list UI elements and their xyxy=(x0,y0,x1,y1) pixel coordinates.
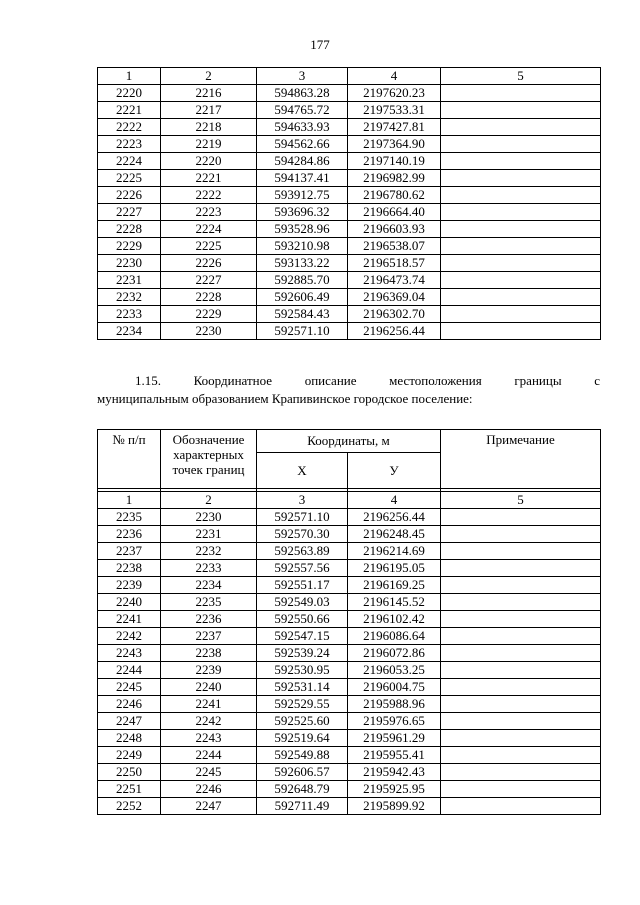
row-number-cell: 2246 xyxy=(98,696,161,713)
coord-x-cell: 592563.89 xyxy=(257,543,348,560)
point-id-cell: 2228 xyxy=(161,289,257,306)
table-row xyxy=(98,781,601,798)
row-number-cell: 2229 xyxy=(98,238,161,255)
table-row xyxy=(98,136,601,153)
row-number-cell: 2231 xyxy=(98,272,161,289)
coord-y-cell: 2196145.52 xyxy=(348,594,441,611)
coord-y-cell: 2195955.41 xyxy=(348,747,441,764)
table-row xyxy=(98,221,601,238)
table-row xyxy=(98,730,601,747)
coord-x-cell: 593133.22 xyxy=(257,255,348,272)
coord-x-cell: 592571.10 xyxy=(257,509,348,526)
coord-y-cell: 2196248.45 xyxy=(348,526,441,543)
row-number-cell: 2237 xyxy=(98,543,161,560)
coord-x-cell: 594284.86 xyxy=(257,153,348,170)
coord-x-cell: 592557.56 xyxy=(257,560,348,577)
coord-x-cell: 594633.93 xyxy=(257,119,348,136)
point-id-cell: 2234 xyxy=(161,577,257,594)
header-point-line: Обозначение xyxy=(172,432,245,447)
section-word: границы xyxy=(514,373,562,388)
coord-y-cell: 2196072.86 xyxy=(348,645,441,662)
table-row xyxy=(98,509,601,526)
table-row xyxy=(98,255,601,272)
coord-x-cell: 592885.70 xyxy=(257,272,348,289)
header-point-line: точек границ xyxy=(172,462,245,477)
table-row xyxy=(98,645,601,662)
table-row xyxy=(98,594,601,611)
row-number-cell: 2243 xyxy=(98,645,161,662)
point-id-cell: 2242 xyxy=(161,713,257,730)
coord-y-cell: 2197533.31 xyxy=(348,102,441,119)
coord-y-cell: 2196086.64 xyxy=(348,628,441,645)
note-cell xyxy=(441,272,601,289)
row-number-cell: 2222 xyxy=(98,119,161,136)
note-cell xyxy=(441,781,601,798)
note-cell xyxy=(441,526,601,543)
coord-x-cell: 592525.60 xyxy=(257,713,348,730)
coord-y-cell: 2196256.44 xyxy=(348,509,441,526)
column-number: 5 xyxy=(441,68,601,85)
row-number-cell: 2245 xyxy=(98,679,161,696)
note-cell xyxy=(441,713,601,730)
coordinates-table-continued xyxy=(97,67,601,340)
row-number-cell: 2238 xyxy=(98,560,161,577)
point-id-cell: 2216 xyxy=(161,85,257,102)
coord-y-cell: 2196102.42 xyxy=(348,611,441,628)
row-number-cell: 2235 xyxy=(98,509,161,526)
note-cell xyxy=(441,577,601,594)
column-number: 4 xyxy=(348,492,441,509)
coord-x-cell: 594562.66 xyxy=(257,136,348,153)
note-cell xyxy=(441,696,601,713)
row-number-cell: 2230 xyxy=(98,255,161,272)
header-point-line: характерных xyxy=(173,447,244,462)
point-id-cell: 2240 xyxy=(161,679,257,696)
note-cell xyxy=(441,747,601,764)
point-id-cell: 2243 xyxy=(161,730,257,747)
table-row xyxy=(98,187,601,204)
point-id-cell: 2244 xyxy=(161,747,257,764)
note-cell xyxy=(441,611,601,628)
coordinates-table xyxy=(97,429,601,815)
point-id-cell: 2235 xyxy=(161,594,257,611)
note-cell xyxy=(441,255,601,272)
header-row xyxy=(98,430,601,453)
coord-y-cell: 2197140.19 xyxy=(348,153,441,170)
coord-x-cell: 593912.75 xyxy=(257,187,348,204)
point-id-cell: 2232 xyxy=(161,543,257,560)
point-id-cell: 2226 xyxy=(161,255,257,272)
row-number-cell: 2220 xyxy=(98,85,161,102)
table-row xyxy=(98,204,601,221)
coord-y-cell: 2195942.43 xyxy=(348,764,441,781)
table-row xyxy=(98,306,601,323)
table1-body xyxy=(98,85,601,340)
table2-body xyxy=(98,509,601,815)
note-cell xyxy=(441,798,601,815)
coord-x-cell: 592531.14 xyxy=(257,679,348,696)
coord-x-cell: 592539.24 xyxy=(257,645,348,662)
coord-y-cell: 2195976.65 xyxy=(348,713,441,730)
coord-y-cell: 2195899.92 xyxy=(348,798,441,815)
coord-y-cell: 2196603.93 xyxy=(348,221,441,238)
row-number-cell: 2241 xyxy=(98,611,161,628)
coord-x-cell: 592571.10 xyxy=(257,323,348,340)
note-cell xyxy=(441,136,601,153)
point-id-cell: 2245 xyxy=(161,764,257,781)
coord-y-cell: 2196195.05 xyxy=(348,560,441,577)
coord-y-cell: 2195988.96 xyxy=(348,696,441,713)
note-cell xyxy=(441,730,601,747)
point-id-cell: 2231 xyxy=(161,526,257,543)
coord-y-cell: 2196473.74 xyxy=(348,272,441,289)
row-number-cell: 2249 xyxy=(98,747,161,764)
point-id-cell: 2218 xyxy=(161,119,257,136)
coord-y-cell: 2196538.07 xyxy=(348,238,441,255)
row-number-cell: 2226 xyxy=(98,187,161,204)
coord-y-cell: 2197620.23 xyxy=(348,85,441,102)
note-cell xyxy=(441,509,601,526)
table-row xyxy=(98,764,601,781)
column-number: 4 xyxy=(348,68,441,85)
header-note: Примечание xyxy=(441,430,601,489)
coord-y-cell: 2196004.75 xyxy=(348,679,441,696)
column-number: 2 xyxy=(161,68,257,85)
coord-x-cell: 592550.66 xyxy=(257,611,348,628)
coord-y-cell: 2196214.69 xyxy=(348,543,441,560)
coord-x-cell: 592530.95 xyxy=(257,662,348,679)
point-id-cell: 2224 xyxy=(161,221,257,238)
coord-x-cell: 592549.03 xyxy=(257,594,348,611)
table-row xyxy=(98,153,601,170)
header-y: У xyxy=(348,453,441,489)
note-cell xyxy=(441,170,601,187)
section-word: местоположения xyxy=(389,373,482,388)
coord-y-cell: 2196664.40 xyxy=(348,204,441,221)
point-id-cell: 2246 xyxy=(161,781,257,798)
coord-y-cell: 2196780.62 xyxy=(348,187,441,204)
table-row xyxy=(98,662,601,679)
note-cell xyxy=(441,645,601,662)
point-id-cell: 2229 xyxy=(161,306,257,323)
row-number-cell: 2225 xyxy=(98,170,161,187)
column-number: 3 xyxy=(257,68,348,85)
note-cell xyxy=(441,238,601,255)
header-x: Х xyxy=(257,453,348,489)
table-row xyxy=(98,289,601,306)
note-cell xyxy=(441,679,601,696)
note-cell xyxy=(441,628,601,645)
note-cell xyxy=(441,102,601,119)
point-id-cell: 2241 xyxy=(161,696,257,713)
column-number: 1 xyxy=(98,492,161,509)
row-number-cell: 2223 xyxy=(98,136,161,153)
column-number-row xyxy=(98,492,601,509)
coord-x-cell: 592606.49 xyxy=(257,289,348,306)
coord-y-cell: 2196982.99 xyxy=(348,170,441,187)
column-number: 2 xyxy=(161,492,257,509)
header-point-designation xyxy=(161,430,257,489)
coord-y-cell: 2196169.25 xyxy=(348,577,441,594)
row-number-cell: 2252 xyxy=(98,798,161,815)
coord-x-cell: 593696.32 xyxy=(257,204,348,221)
row-number-cell: 2227 xyxy=(98,204,161,221)
table-row xyxy=(98,611,601,628)
section-number: 1.15. xyxy=(135,373,161,388)
coord-y-cell: 2196256.44 xyxy=(348,323,441,340)
table-row xyxy=(98,696,601,713)
coord-y-cell: 2197427.81 xyxy=(348,119,441,136)
page-number: 177 xyxy=(310,37,330,52)
row-number-cell: 2224 xyxy=(98,153,161,170)
row-number-cell: 2236 xyxy=(98,526,161,543)
coord-x-cell: 592529.55 xyxy=(257,696,348,713)
note-cell xyxy=(441,85,601,102)
coord-x-cell: 593210.98 xyxy=(257,238,348,255)
section-line-2: муниципальным образованием Крапивинское городское поселение: xyxy=(97,391,473,406)
point-id-cell: 2222 xyxy=(161,187,257,204)
coord-x-cell: 592519.64 xyxy=(257,730,348,747)
point-id-cell: 2223 xyxy=(161,204,257,221)
table-row xyxy=(98,628,601,645)
point-id-cell: 2238 xyxy=(161,645,257,662)
section-line-1 xyxy=(97,372,600,390)
note-cell xyxy=(441,221,601,238)
point-id-cell: 2233 xyxy=(161,560,257,577)
row-number-cell: 2250 xyxy=(98,764,161,781)
row-number-cell: 2247 xyxy=(98,713,161,730)
note-cell xyxy=(441,560,601,577)
coord-y-cell: 2196053.25 xyxy=(348,662,441,679)
coord-x-cell: 594863.28 xyxy=(257,85,348,102)
coord-y-cell: 2196518.57 xyxy=(348,255,441,272)
section-word: с xyxy=(594,373,600,388)
point-id-cell: 2239 xyxy=(161,662,257,679)
note-cell xyxy=(441,323,601,340)
coord-x-cell: 592711.49 xyxy=(257,798,348,815)
point-id-cell: 2237 xyxy=(161,628,257,645)
point-id-cell: 2225 xyxy=(161,238,257,255)
table-row xyxy=(98,577,601,594)
column-number: 1 xyxy=(98,68,161,85)
row-number-cell: 2234 xyxy=(98,323,161,340)
coord-x-cell: 592648.79 xyxy=(257,781,348,798)
point-id-cell: 2227 xyxy=(161,272,257,289)
row-number-cell: 2244 xyxy=(98,662,161,679)
row-number-cell: 2233 xyxy=(98,306,161,323)
note-cell xyxy=(441,662,601,679)
point-id-cell: 2219 xyxy=(161,136,257,153)
coord-y-cell: 2197364.90 xyxy=(348,136,441,153)
row-number-cell: 2232 xyxy=(98,289,161,306)
table-row xyxy=(98,747,601,764)
table-row xyxy=(98,798,601,815)
point-id-cell: 2221 xyxy=(161,170,257,187)
row-number-cell: 2239 xyxy=(98,577,161,594)
table-row xyxy=(98,323,601,340)
section-word: Координатное xyxy=(193,373,273,388)
point-id-cell: 2220 xyxy=(161,153,257,170)
note-cell xyxy=(441,289,601,306)
coord-x-cell: 593528.96 xyxy=(257,221,348,238)
column-number: 5 xyxy=(441,492,601,509)
row-number-cell: 2221 xyxy=(98,102,161,119)
row-number-cell: 2248 xyxy=(98,730,161,747)
coord-x-cell: 592547.15 xyxy=(257,628,348,645)
point-id-cell: 2230 xyxy=(161,323,257,340)
point-id-cell: 2236 xyxy=(161,611,257,628)
coord-y-cell: 2195961.29 xyxy=(348,730,441,747)
note-cell xyxy=(441,204,601,221)
header-number: № п/п xyxy=(98,430,161,489)
table-row xyxy=(98,526,601,543)
column-number: 3 xyxy=(257,492,348,509)
coord-y-cell: 2196369.04 xyxy=(348,289,441,306)
table-row xyxy=(98,679,601,696)
coord-x-cell: 592584.43 xyxy=(257,306,348,323)
note-cell xyxy=(441,153,601,170)
table-row xyxy=(98,272,601,289)
note-cell xyxy=(441,594,601,611)
coord-x-cell: 592606.57 xyxy=(257,764,348,781)
coord-x-cell: 594765.72 xyxy=(257,102,348,119)
table-row xyxy=(98,713,601,730)
point-id-cell: 2230 xyxy=(161,509,257,526)
table-row xyxy=(98,170,601,187)
coord-x-cell: 592549.88 xyxy=(257,747,348,764)
header-coordinates: Координаты, м xyxy=(257,430,441,453)
table-row xyxy=(98,560,601,577)
row-number-cell: 2240 xyxy=(98,594,161,611)
coord-x-cell: 592551.17 xyxy=(257,577,348,594)
coord-y-cell: 2196302.70 xyxy=(348,306,441,323)
point-id-cell: 2217 xyxy=(161,102,257,119)
note-cell xyxy=(441,187,601,204)
table-row xyxy=(98,102,601,119)
table-row xyxy=(98,85,601,102)
point-id-cell: 2247 xyxy=(161,798,257,815)
row-number-cell: 2242 xyxy=(98,628,161,645)
note-cell xyxy=(441,306,601,323)
table-row xyxy=(98,238,601,255)
row-number-cell: 2228 xyxy=(98,221,161,238)
table-row xyxy=(98,543,601,560)
note-cell xyxy=(441,543,601,560)
table-row xyxy=(98,119,601,136)
note-cell xyxy=(441,764,601,781)
section-heading-paragraph xyxy=(97,372,600,408)
note-cell xyxy=(441,119,601,136)
coord-x-cell: 594137.41 xyxy=(257,170,348,187)
coord-y-cell: 2195925.95 xyxy=(348,781,441,798)
column-number-row xyxy=(98,68,601,85)
row-number-cell: 2251 xyxy=(98,781,161,798)
coord-x-cell: 592570.30 xyxy=(257,526,348,543)
section-word: описание xyxy=(304,373,357,388)
